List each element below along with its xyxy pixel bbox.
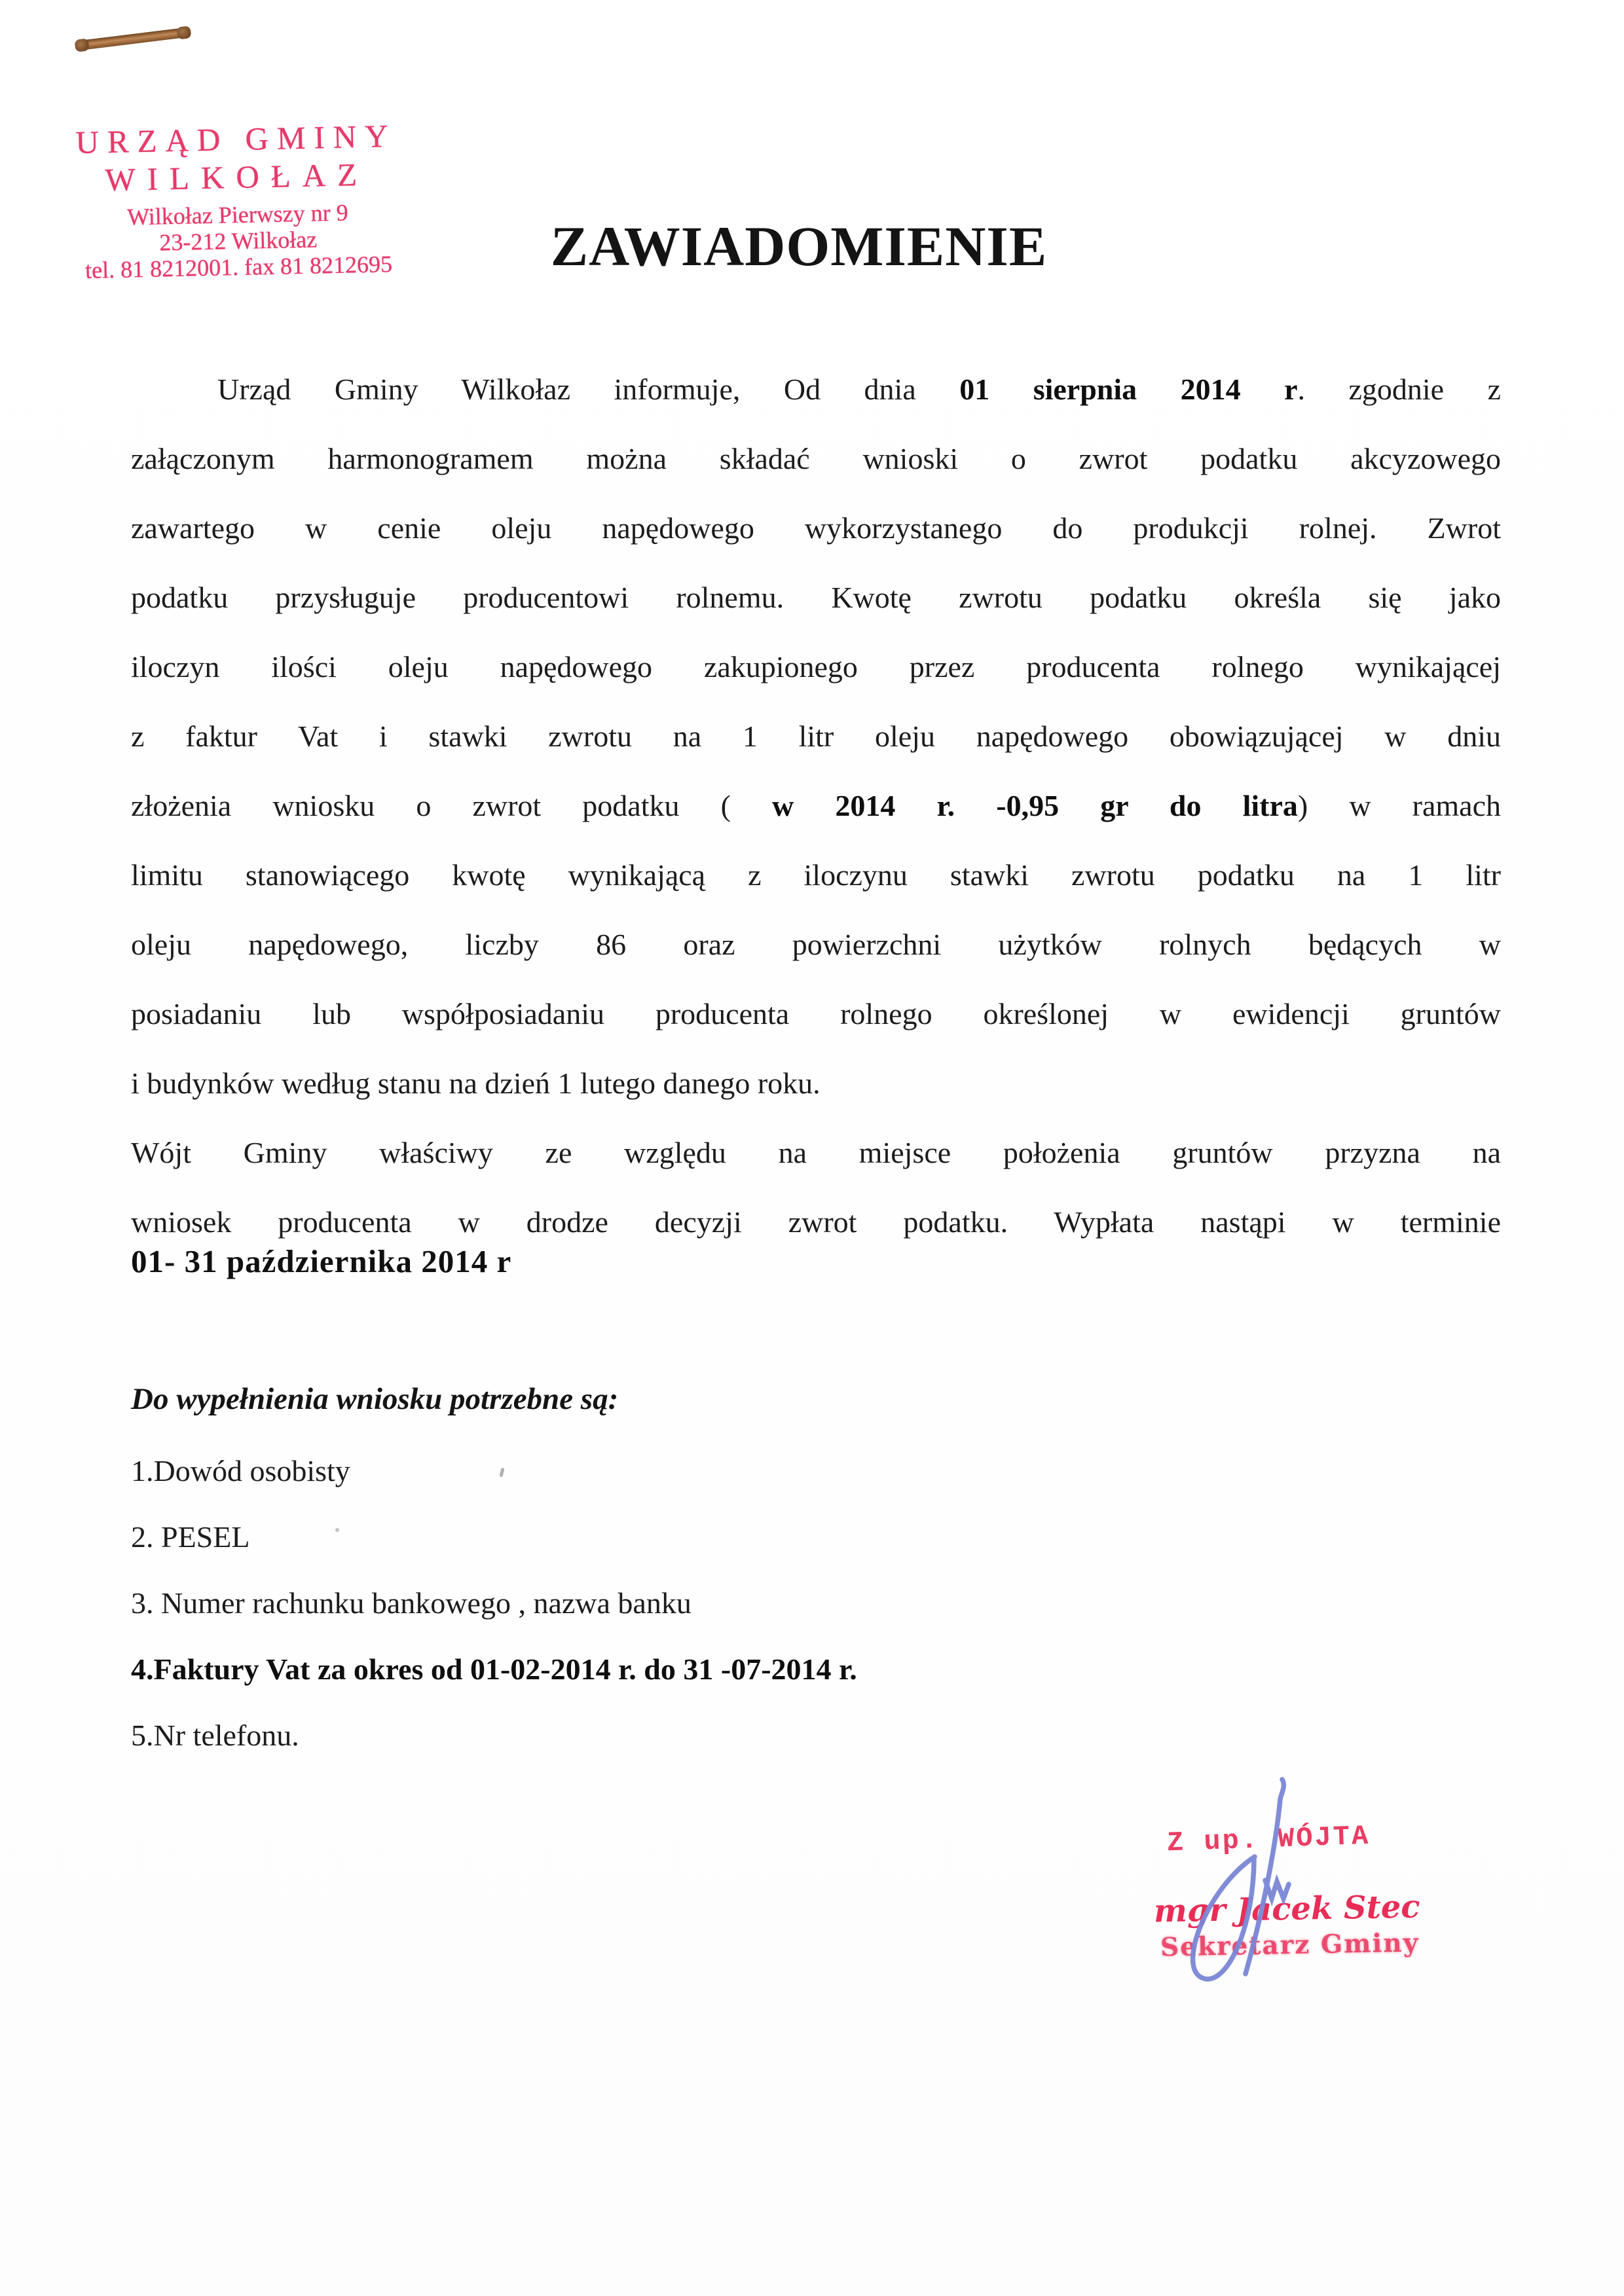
- text-segment-bold-rate: w 2014 r. -0,95 gr do litra: [772, 789, 1298, 822]
- handwritten-signature-ink: [1171, 1776, 1328, 1998]
- office-street: Wilkołaz Pierwszy nr 9: [126, 199, 349, 230]
- list-item-bank-account: 3. Numer rachunku bankowego , nazwa banku: [131, 1586, 692, 1620]
- document-title: ZAWIADOMIENIE: [550, 215, 1048, 278]
- text-segment: . zgodnie z: [1297, 373, 1501, 406]
- body-line-10: posiadaniu lub współposiadaniu producenta rolnego określonej w ewidencji gruntów: [131, 997, 1501, 1030]
- text-segment-bold-date: 01 sierpnia 2014 r: [959, 373, 1298, 406]
- body-line-7: [131, 771, 1501, 841]
- office-name-line1: URZĄD GMINY: [75, 117, 397, 161]
- list-item-id-card: 1.Dowód osobisty: [131, 1454, 350, 1487]
- body-line-8: limitu stanowiącego kwotę wynikającą z iloczynu stawki zwrotu podatku na 1 litr: [131, 858, 1501, 892]
- signatory-role-stamp: Sekretarz Gminy: [1160, 1927, 1420, 1963]
- office-phone-fax: tel. 81 8212001. fax 81 8212695: [84, 251, 393, 284]
- body-line-1: [131, 355, 1501, 424]
- body-line-3: zawartego w cenie oleju napędowego wykorzystanego do produkcji rolnej. Zwrot: [131, 511, 1501, 545]
- list-item-vat-invoices: 4.Faktury Vat za okres od 01-02-2014 r. do 31 -07-2014 r.: [131, 1652, 857, 1686]
- list-item-pesel: 2. PESEL: [131, 1520, 250, 1554]
- body-line-11: i budynków według stanu na dzień 1 lutego danego roku.: [131, 1066, 821, 1100]
- office-address-stamp: [51, 118, 424, 284]
- body-line-9: oleju napędowego, liczby 86 oraz powierzchni użytków rolnych będących w: [131, 928, 1501, 961]
- text-segment: złożenia wniosku o zwrot podatku (: [131, 789, 773, 822]
- paperclip-scan-artifact: [77, 27, 189, 51]
- body-line-12: Wójt Gminy właściwy ze względu na miejsce położenia gruntów przyzna na: [131, 1136, 1501, 1169]
- notice-body: [131, 355, 1501, 1257]
- text-segment: Urząd Gminy Wilkołaz informuje, Od dnia: [217, 373, 960, 406]
- office-postal-city: 23-212 Wilkołaz: [158, 226, 318, 256]
- signatory-name-stamp: mgr Jacek Stec: [1153, 1888, 1420, 1930]
- office-name-line2: WILKOŁAZ: [104, 156, 369, 198]
- body-line-2: załączonym harmonogramem można składać wnioski o zwrot podatku akcyzowego: [131, 442, 1501, 475]
- body-line-5: iloczyn ilości oleju napędowego zakupionego przez producenta rolnego wynikającej: [131, 650, 1501, 683]
- body-line-6: z faktur Vat i stawki zwrotu na 1 litr oleju napędowego obowiązującej w dniu: [131, 720, 1501, 753]
- scan-speck: [335, 1528, 339, 1532]
- body-line-4: podatku przysługuje producentowi rolnemu. Kwotę zwrotu podatku określa się jako: [131, 581, 1501, 614]
- text-segment: ) w ramach: [1297, 789, 1501, 822]
- authorization-stamp: Z up. WÓJTA: [1166, 1820, 1371, 1859]
- list-item-phone-number: 5.Nr telefonu.: [131, 1719, 299, 1752]
- payout-period-line: 01- 31 października 2014 r: [131, 1243, 512, 1279]
- required-documents-list: [131, 1438, 857, 1768]
- checklist-heading: Do wypełnienia wniosku potrzebne są:: [131, 1382, 619, 1416]
- body-line-13: wniosek producenta w drodze decyzji zwrot podatku. Wypłata nastąpi w terminie: [131, 1205, 1501, 1239]
